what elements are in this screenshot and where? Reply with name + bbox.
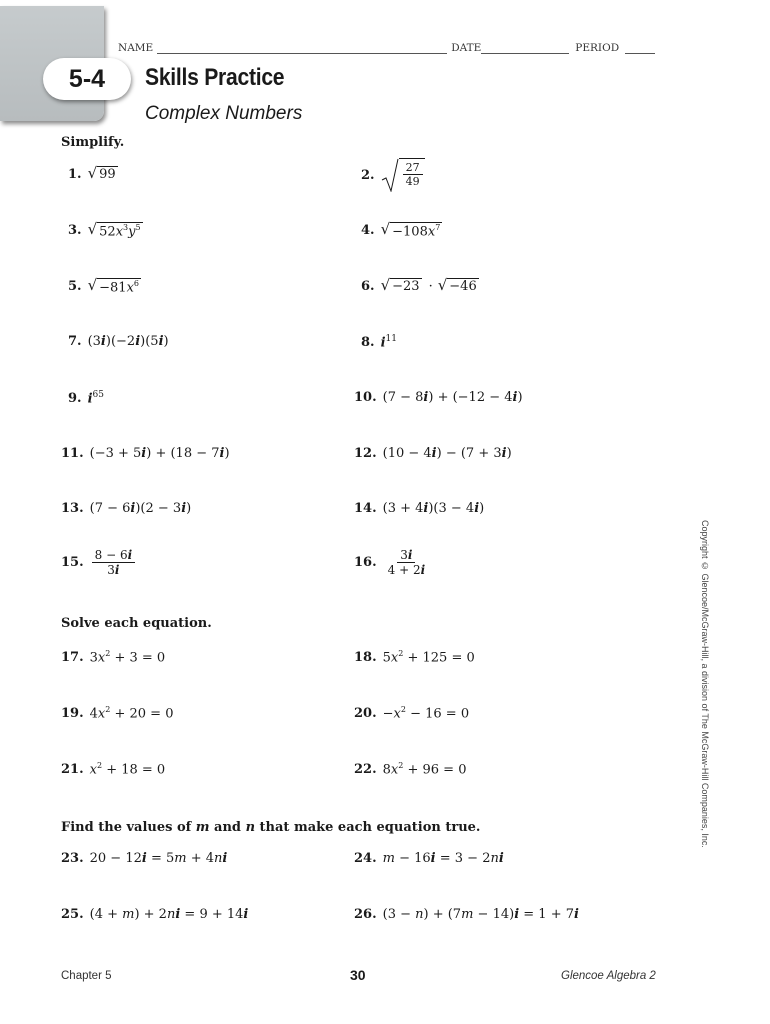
problem-18: 18. $5x^2 + 125 = 0$ [354, 649, 475, 666]
period-label: PERIOD [575, 42, 620, 54]
problem-6: 6. √ −23 · √ −46 [361, 276, 477, 294]
date-field[interactable] [481, 43, 569, 54]
problem-number: 23. [61, 851, 84, 866]
problem-8: 8. $i^{11}$ [361, 334, 397, 351]
radical-icon [381, 158, 399, 192]
page-title: Skills Practice [145, 64, 285, 91]
student-info-line [118, 38, 658, 54]
problem-22: 22. $8x^2 + 96 = 0$ [354, 761, 467, 778]
problem-2: 2. $\frac{27}{49}$ [361, 158, 425, 192]
problem-number: 3. [68, 223, 82, 239]
section-heading-find [61, 820, 480, 835]
problem-number: 20. [354, 705, 377, 721]
problem-number: 2. [361, 167, 375, 183]
problem-number: 15. [61, 555, 84, 571]
problem-21: 21. $x^2 + 18 = 0$ [61, 761, 166, 778]
footer-chapter: Chapter 5 [61, 970, 112, 982]
problem-number: 25. [61, 907, 84, 922]
problem-20: 20. $-x^2 - 16 = 0$ [354, 705, 470, 722]
problem-7: 7. (3i)(−2i)(5i) [68, 334, 169, 349]
problem-number: 21. [61, 761, 84, 777]
section-heading-solve: Solve each equation. [61, 616, 212, 631]
problem-number: 7. [68, 334, 82, 349]
lesson-number: 5-4 [68, 64, 106, 93]
problem-number: 10. [354, 390, 377, 405]
problem-4: 4. √ $-108x^7$ [361, 220, 441, 240]
page-subtitle: Complex Numbers [145, 103, 303, 124]
section-heading-simplify: Simplify. [61, 135, 125, 150]
problem-number: 13. [61, 501, 84, 516]
problem-10: 10. (7 − 8i) + (−12 − 4i) [354, 390, 523, 405]
problem-number: 4. [361, 223, 375, 239]
problem-number: 6. [361, 278, 375, 294]
problem-number: 26. [354, 907, 377, 922]
problem-number: 1. [68, 166, 82, 182]
problem-5: 5. √ $-81x^6$ [68, 276, 140, 296]
problem-24: 24. m − 16i = 3 − 2ni [354, 851, 504, 866]
problem-19: 19. $4x^2 + 20 = 0$ [61, 705, 174, 722]
problem-number: 14. [354, 501, 377, 516]
problem-number: 16. [354, 555, 377, 571]
date-label: DATE [451, 42, 482, 54]
footer-page-number: 30 [350, 967, 366, 983]
problem-12: 12. (10 − 4i) − (7 + 3i) [354, 446, 512, 461]
footer-book-title: Glencoe Algebra 2 [561, 970, 656, 982]
period-field[interactable] [625, 43, 655, 54]
problem-25: 25. (4 + m) + 2ni = 9 + 14i [61, 907, 249, 922]
problem-11: 11. (−3 + 5i) + (18 − 7i) [61, 446, 230, 461]
problem-number: 5. [68, 279, 82, 295]
problem-number: 24. [354, 851, 377, 866]
find-instruction: Find the values of m and n that make each equation true. [61, 820, 481, 835]
problem-14: 14. (3 + 4i)(3 − 4i) [354, 501, 485, 516]
problem-number: 18. [354, 649, 377, 665]
problem-number: 19. [61, 705, 84, 721]
problem-number: 8. [361, 334, 375, 350]
copyright-notice: Copyright © Glencoe/McGraw-Hill, a division of The McGraw-Hill Companies, Inc. [700, 520, 710, 848]
problem-17: 17. $3x^2 + 3 = 0$ [61, 649, 166, 666]
lesson-number-badge [43, 58, 131, 100]
problem-23: 23. 20 − 12i = 5m + 4ni [61, 851, 228, 866]
problem-26: 26. (3 − n) + (7m − 14)i = 1 + 7i [354, 907, 579, 922]
name-field[interactable] [157, 43, 447, 54]
problem-9: 9. $i^{65}$ [68, 390, 104, 407]
problem-number: 12. [354, 446, 377, 461]
problem-number: 22. [354, 761, 377, 777]
problem-3: 3. √ $52x^3y^5$ [68, 220, 141, 240]
problem-number: 17. [61, 649, 84, 665]
problem-number: 11. [61, 446, 84, 461]
name-label: NAME [118, 42, 154, 54]
problem-16: 16. $\frac{3i}{4 + 2i}$ [354, 548, 426, 578]
problem-1: 1. √ 99 [68, 164, 116, 182]
problem-13: 13. (7 − 6i)(2 − 3i) [61, 501, 192, 516]
problem-15: 15. $\frac{8 - 6i}{3i}$ [61, 548, 135, 578]
problem-number: 9. [68, 390, 82, 406]
